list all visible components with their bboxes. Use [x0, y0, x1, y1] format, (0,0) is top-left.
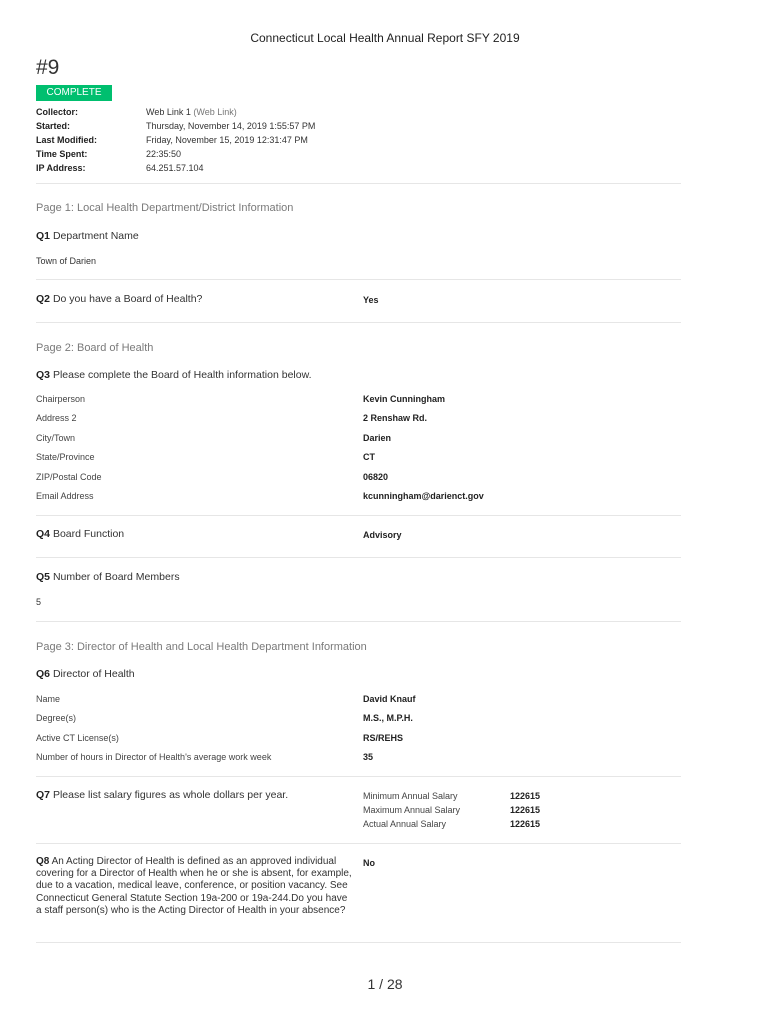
divider: [36, 776, 681, 777]
meta-value: [146, 106, 237, 119]
q3-row-value: Darien: [363, 433, 392, 443]
meta-label: Time Spent:: [36, 149, 88, 159]
question-number: Q5: [36, 571, 51, 583]
q7-title: [36, 789, 288, 801]
response-number: #9: [36, 56, 60, 79]
q6-row-value: David Knauf: [363, 694, 416, 704]
q5-answer: 5: [36, 597, 42, 607]
q3-row-label: Chairperson: [36, 394, 86, 404]
document-title: Connecticut Local Health Annual Report SFY 2019: [250, 31, 520, 45]
meta-value: 64.251.57.104: [146, 163, 204, 173]
q6-row-label: Active CT License(s): [36, 733, 119, 743]
q6-row-label: Number of hours in Director of Health's average work week: [36, 752, 272, 762]
question-text: Please list salary figures as whole dollars per year.: [52, 789, 289, 801]
question-number: Q6: [36, 668, 51, 680]
q6-row-value: 35: [363, 752, 374, 762]
page-indicator: 1 / 28: [367, 976, 403, 992]
question-number: Q8: [36, 856, 50, 867]
q6-row-label: Name: [36, 694, 61, 704]
q3-row-label: ZIP/Postal Code: [36, 472, 102, 482]
q3-row-value: kcunningham@darienct.gov: [363, 491, 484, 501]
question-text: An Acting Director of Health is defined as an approved individual covering for a Director of Health when he or she is absent, for example, due to a vacation, medical leave, conference, or position vacancy. See Connecticut General Statute Section 19a-200 or 19a-244.Do you have a staff person(s) who is the Acting Director of Health in your absence?: [36, 856, 352, 916]
q3-row-label: State/Province: [36, 452, 95, 462]
q2-title: [36, 293, 202, 305]
q6-row-value: M.S., M.P.H.: [363, 713, 413, 723]
q7-row-value: 122615: [510, 819, 541, 829]
q3-row-label: City/Town: [36, 433, 76, 443]
divider: [36, 843, 681, 844]
question-number: Q7: [36, 789, 51, 801]
meta-value: Thursday, November 14, 2019 1:55:57 PM: [146, 121, 316, 131]
divider: [36, 515, 681, 516]
q1-answer: Town of Darien: [36, 256, 97, 266]
question-text: Board Function: [52, 528, 125, 540]
page-1-title: Page 1: Local Health Department/District Information: [36, 202, 294, 214]
question-text: Do you have a Board of Health?: [52, 293, 203, 305]
divider: [36, 942, 681, 943]
divider: [36, 322, 681, 323]
q4-title: [36, 528, 124, 540]
collector-name: Web Link 1: [146, 107, 191, 117]
q7-row-label: Maximum Annual Salary: [363, 805, 461, 815]
q3-row-value: Kevin Cunningham: [363, 394, 446, 404]
question-text: Please complete the Board of Health information below.: [52, 369, 312, 381]
collector-type: (Web Link): [193, 107, 237, 117]
page-2-title: Page 2: Board of Health: [36, 342, 154, 354]
question-number: Q1: [36, 230, 51, 242]
q2-answer: Yes: [363, 295, 379, 305]
q5-title: [36, 571, 180, 583]
q7-row-value: 122615: [510, 805, 541, 815]
question-number: Q2: [36, 293, 51, 305]
q3-row-label: Email Address: [36, 491, 94, 501]
q3-title: [36, 369, 312, 381]
q3-row-value: 2 Renshaw Rd.: [363, 413, 428, 423]
question-number: Q4: [36, 528, 51, 540]
question-text: Department Name: [52, 230, 139, 242]
meta-label: Started:: [36, 121, 71, 131]
q3-row-value: CT: [363, 452, 375, 462]
meta-label: Last Modified:: [36, 135, 97, 145]
divider: [36, 183, 681, 184]
page-3-title: Page 3: Director of Health and Local Health Department Information: [36, 641, 367, 653]
divider: [36, 557, 681, 558]
q8-answer: No: [363, 858, 375, 868]
meta-value: 22:35:50: [146, 149, 182, 159]
q7-row-label: Actual Annual Salary: [363, 819, 447, 829]
q6-row-label: Degree(s): [36, 713, 77, 723]
q4-answer: Advisory: [363, 530, 402, 540]
q6-row-value: RS/REHS: [363, 733, 404, 743]
q3-row-label: Address 2: [36, 413, 77, 423]
question-number: Q3: [36, 369, 51, 381]
question-text: Number of Board Members: [52, 571, 180, 583]
meta-label: Collector:: [36, 107, 79, 117]
status-badge: COMPLETE: [36, 85, 112, 101]
meta-label: IP Address:: [36, 163, 86, 173]
question-text: Director of Health: [52, 668, 135, 680]
divider: [36, 279, 681, 280]
q6-title: [36, 668, 135, 680]
q3-row-value: 06820: [363, 472, 389, 482]
meta-value: Friday, November 15, 2019 12:31:47 PM: [146, 135, 308, 145]
q7-row-label: Minimum Annual Salary: [363, 791, 458, 801]
q7-row-value: 122615: [510, 791, 541, 801]
divider: [36, 621, 681, 622]
q8-title: [36, 856, 354, 917]
q1-title: [36, 230, 139, 242]
